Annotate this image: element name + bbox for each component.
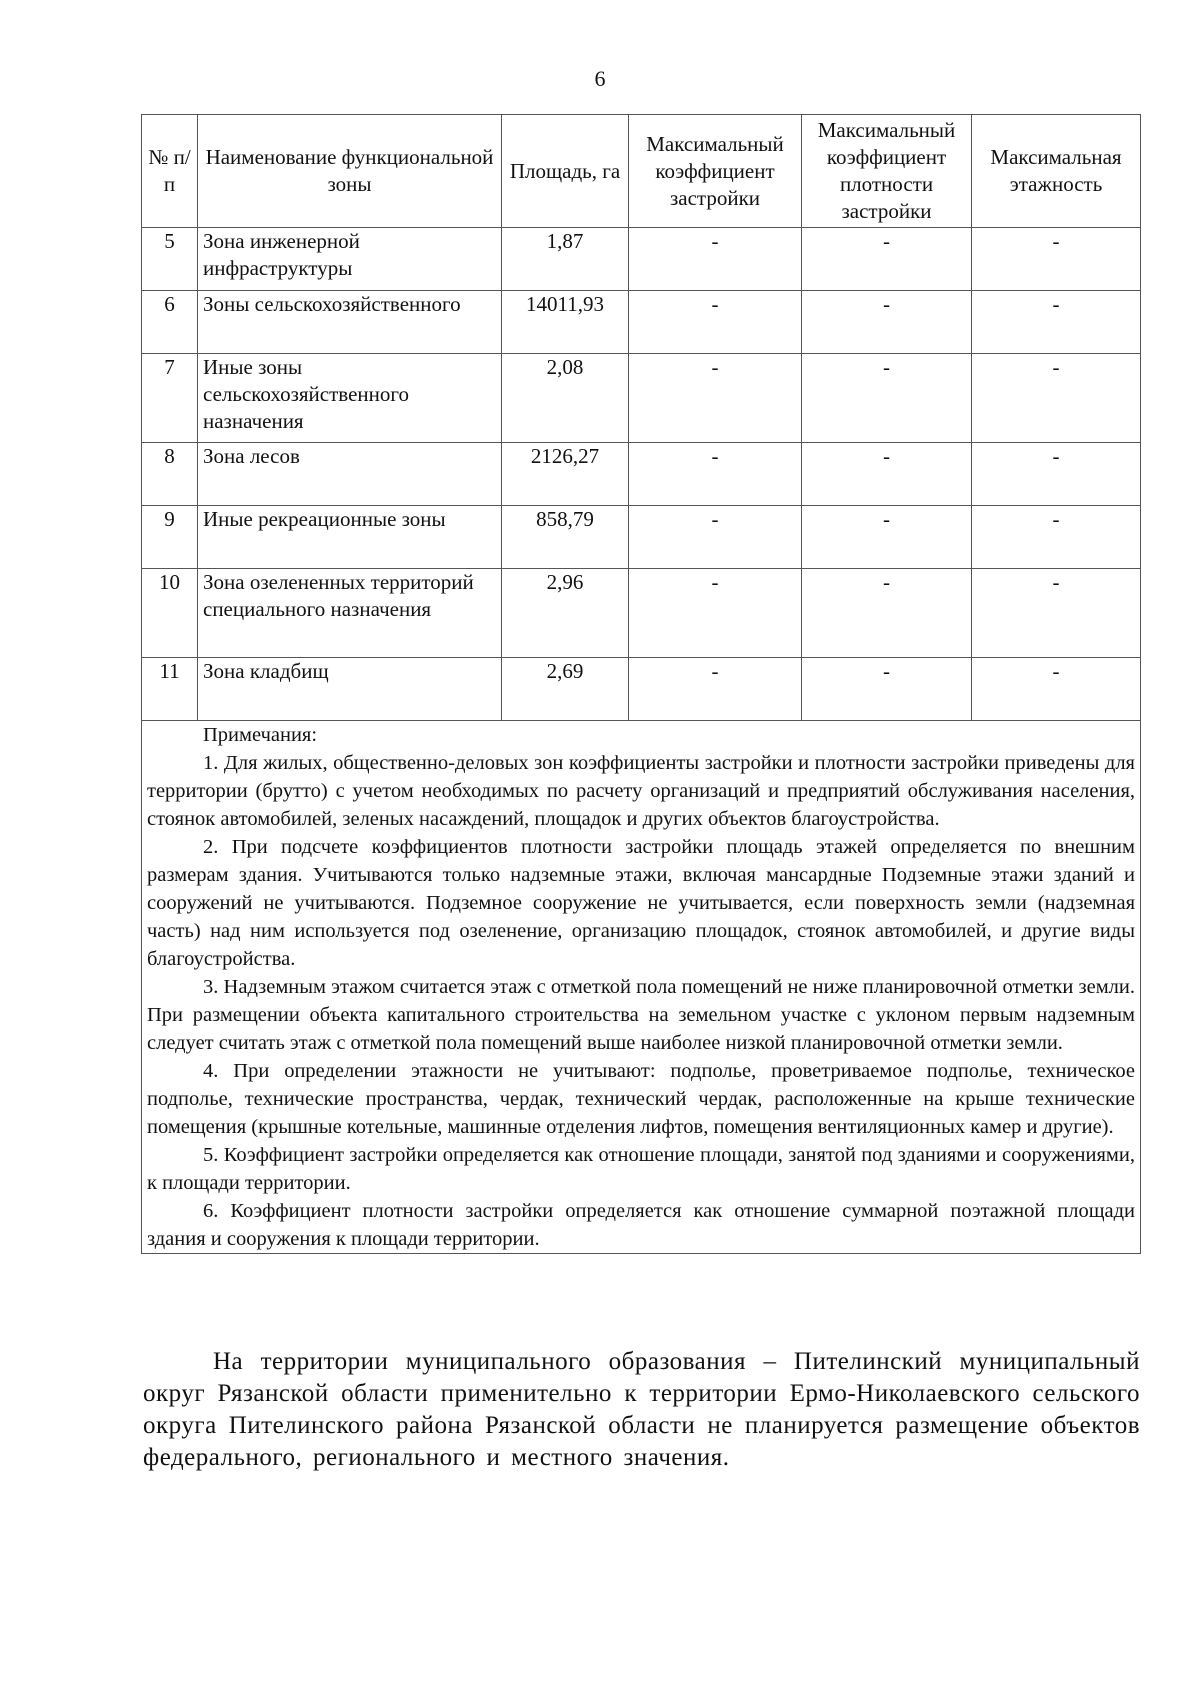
notes-cell	[142, 721, 1141, 1254]
row-num: 8	[142, 443, 198, 506]
notes-title: Примечания:	[203, 724, 318, 746]
row-max-floors: -	[972, 506, 1141, 569]
header-max-density-coef: Максимальный коэффициент плотности застройки	[802, 115, 972, 228]
note-item: 3. Надземным этажом считается этаж с отметкой пола помещений не ниже планировочной отметки земли. При размещении объекта капитального строительства на земельном участке с уклоном первым надземным следует считать этаж с отметкой пола помещений выше наиболее низкой планировочной отметки земли.	[147, 976, 1135, 1054]
row-num: 9	[142, 506, 198, 569]
row-max-build-coef: -	[629, 228, 802, 291]
row-max-density-coef: -	[802, 658, 972, 721]
row-num: 5	[142, 228, 198, 291]
row-zone-name: Иные зоны сельскохозяйственного назначения	[198, 354, 502, 443]
row-num: 7	[142, 354, 198, 443]
row-area: 2,69	[502, 658, 629, 721]
row-area: 2126,27	[502, 443, 629, 506]
table-row	[142, 569, 1141, 658]
row-max-build-coef: -	[629, 354, 802, 443]
row-area: 2,08	[502, 354, 629, 443]
row-max-floors: -	[972, 291, 1141, 354]
page-number: 6	[594, 66, 606, 91]
row-area: 2,96	[502, 569, 629, 658]
table-row	[142, 658, 1141, 721]
table-row	[142, 291, 1141, 354]
row-max-floors: -	[972, 658, 1141, 721]
row-zone-name: Зона кладбищ	[198, 658, 502, 721]
row-max-density-coef: -	[802, 354, 972, 443]
row-max-build-coef: -	[629, 291, 802, 354]
row-max-density-coef: -	[802, 506, 972, 569]
header-max-floors: Максимальная этажность	[972, 115, 1141, 228]
note-item: 1. Для жилых, общественно-деловых зон коэффициенты застройки и плотности застройки приведены для территории (брутто) с учетом необходимых по расчету организаций и предприятий обслуживания населения, стоянок автомобилей, зеленых насаждений, площадок и других объектов благоустройства.	[147, 752, 1135, 830]
row-area: 1,87	[502, 228, 629, 291]
row-max-density-coef: -	[802, 569, 972, 658]
table-header-row	[142, 115, 1141, 228]
row-zone-name: Иные рекреационные зоны	[198, 506, 502, 569]
row-max-floors: -	[972, 569, 1141, 658]
closing-paragraph: На территории муниципального образования – Пителинский муниципальный округ Рязанской области применительно к территории Ермо-Николаевского сельского округа Пителинского района Рязанской области не планируется размещение объектов федерального, регионального и местного значения.	[143, 1348, 1140, 1471]
row-max-build-coef: -	[629, 506, 802, 569]
header-zone-name: Наименование функциональной зоны	[198, 115, 502, 228]
row-max-build-coef: -	[629, 443, 802, 506]
header-area: Площадь, га	[502, 115, 629, 228]
row-zone-name: Зона инженерной инфраструктуры	[198, 228, 502, 291]
row-max-build-coef: -	[629, 569, 802, 658]
functional-zones-table	[141, 114, 1141, 1254]
row-area: 858,79	[502, 506, 629, 569]
row-num: 11	[142, 658, 198, 721]
header-max-build-coef: Максимальный коэффициент застройки	[629, 115, 802, 228]
row-zone-name: Зоны сельскохозяйственного	[198, 291, 502, 354]
table-row	[142, 354, 1141, 443]
table-row	[142, 506, 1141, 569]
row-zone-name: Зона озелененных территорий специального назначения	[198, 569, 502, 658]
header-num: № п/п	[142, 115, 198, 228]
table-row	[142, 228, 1141, 291]
row-max-density-coef: -	[802, 291, 972, 354]
row-max-build-coef: -	[629, 658, 802, 721]
row-max-density-coef: -	[802, 228, 972, 291]
row-area: 14011,93	[502, 291, 629, 354]
row-max-floors: -	[972, 228, 1141, 291]
row-num: 6	[142, 291, 198, 354]
row-num: 10	[142, 569, 198, 658]
row-zone-name: Зона лесов	[198, 443, 502, 506]
table-row	[142, 443, 1141, 506]
row-max-density-coef: -	[802, 443, 972, 506]
row-max-floors: -	[972, 354, 1141, 443]
row-max-floors: -	[972, 443, 1141, 506]
notes-row	[142, 721, 1141, 1254]
note-item: 2. При подсчете коэффициентов плотности застройки площадь этажей определяется по внешним размерам здания. Учитываются только надземные этажи, включая мансардные Подземные этажи зданий и сооружений не учитываются. Подземное сооружение не учитывается, если поверхность земли (надземная часть) над ним используется под озеленение, организацию площадок, стоянок автомобилей, и другие виды благоустройства.	[147, 836, 1135, 970]
note-item: 6. Коэффициент плотности застройки определяется как отношение суммарной поэтажной площади здания и сооружения к площади территории.	[147, 1200, 1135, 1250]
note-item: 5. Коэффициент застройки определяется как отношение площади, занятой под зданиями и сооружениями, к площади территории.	[147, 1144, 1135, 1194]
note-item: 4. При определении этажности не учитывают: подполье, проветриваемое подполье, техническое подполье, технические пространства, чердак, технический чердак, расположенные на крыше технические помещения (крышные котельные, машинные отделения лифтов, помещения вентиляционных камер и другие).	[147, 1060, 1135, 1138]
